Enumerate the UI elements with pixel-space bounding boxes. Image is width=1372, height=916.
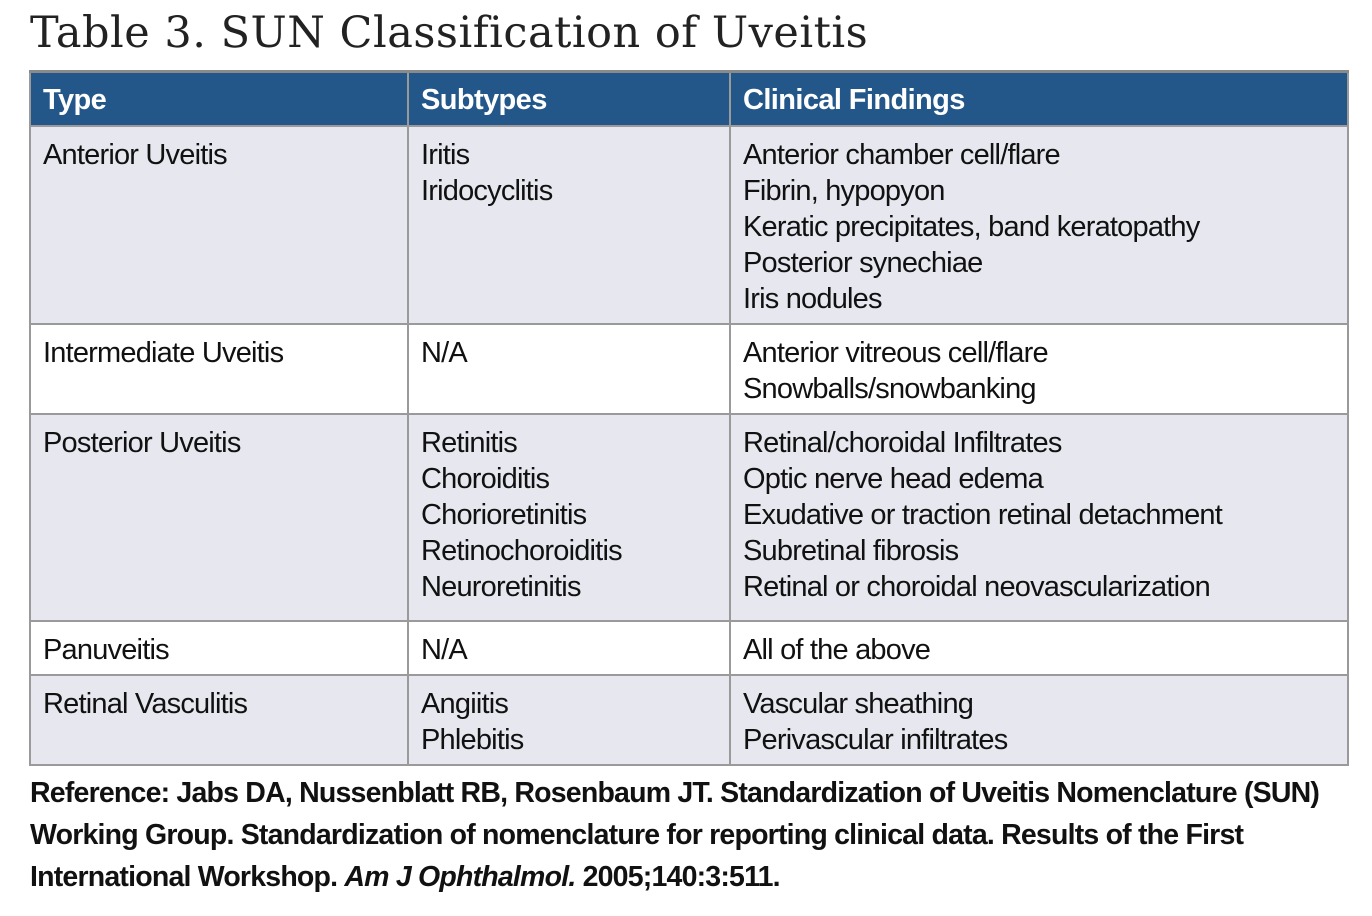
subtypes-cell	[408, 621, 730, 675]
header-subtypes: Subtypes	[408, 72, 730, 127]
subtype-item: Iridocyclitis	[421, 175, 553, 207]
type-label: Retinal Vasculitis	[43, 688, 248, 720]
findings-cell	[730, 621, 1348, 675]
finding-item: Vascular sheathing	[743, 688, 974, 720]
finding-item: Iris nodules	[743, 283, 882, 315]
subtype-item: N/A	[421, 337, 467, 369]
subtype-item: Phlebitis	[421, 724, 524, 756]
table-row	[30, 324, 1348, 414]
subtype-item: Choroiditis	[421, 463, 550, 495]
reference-text: Reference: Jabs DA, Nussenblatt RB, Rosenbaum JT. Standardization of Uveitis Nomenclature (SUN) Working Group. Standardization of nomenclature for reporting clinical data. Results of the First International Workshop.	[30, 777, 1320, 893]
type-label: Posterior Uveitis	[43, 427, 241, 459]
type-cell	[30, 414, 408, 621]
subtype-item: Neuroretinitis	[421, 571, 581, 603]
type-cell	[30, 324, 408, 414]
type-cell	[30, 126, 408, 324]
type-cell	[30, 621, 408, 675]
finding-item: Fibrin, hypopyon	[743, 175, 945, 207]
reference-journal: Am J Ophthalmol.	[344, 861, 576, 893]
subtype-item: Retinochoroiditis	[421, 535, 622, 567]
type-label: Anterior Uveitis	[43, 139, 227, 171]
table-row	[30, 675, 1348, 765]
finding-item: Retinal/choroidal Infiltrates	[743, 427, 1062, 459]
finding-item: Perivascular infiltrates	[743, 724, 1008, 756]
finding-item: Subretinal fibrosis	[743, 535, 959, 567]
header-type: Type	[30, 72, 408, 127]
finding-item: Keratic precipitates, band keratopathy	[743, 211, 1200, 243]
subtype-item: Retinitis	[421, 427, 517, 459]
finding-item: All of the above	[743, 634, 931, 666]
sun-classification-table	[29, 70, 1349, 766]
type-label: Panuveitis	[43, 634, 169, 666]
findings-cell	[730, 675, 1348, 765]
type-label: Intermediate Uveitis	[43, 337, 284, 369]
table-header-row	[30, 72, 1348, 127]
subtype-item: Angiitis	[421, 688, 509, 720]
findings-cell	[730, 126, 1348, 324]
finding-item: Anterior chamber cell/flare	[743, 139, 1060, 171]
subtypes-cell	[408, 675, 730, 765]
table-row	[30, 621, 1348, 675]
table-row	[30, 414, 1348, 621]
reference-citation: 2005;140:3:511.	[582, 861, 780, 893]
subtypes-cell	[408, 126, 730, 324]
finding-item: Optic nerve head edema	[743, 463, 1043, 495]
subtype-item: Chorioretinitis	[421, 499, 587, 531]
header-clinical-findings: Clinical Findings	[730, 72, 1348, 127]
table-row	[30, 126, 1348, 324]
finding-item: Snowballs/snowbanking	[743, 373, 1036, 405]
findings-cell	[730, 414, 1348, 621]
finding-item: Retinal or choroidal neovascularization	[743, 571, 1210, 603]
findings-cell	[730, 324, 1348, 414]
finding-item: Exudative or traction retinal detachment	[743, 499, 1222, 531]
finding-item: Anterior vitreous cell/flare	[743, 337, 1048, 369]
subtypes-cell	[408, 324, 730, 414]
page-title: Table 3. SUN Classification of Uveitis	[30, 8, 869, 58]
reference-note	[30, 772, 1350, 898]
finding-item: Posterior synechiae	[743, 247, 983, 279]
subtype-item: Iritis	[421, 139, 470, 171]
subtype-item: N/A	[421, 634, 467, 666]
subtypes-cell	[408, 414, 730, 621]
type-cell	[30, 675, 408, 765]
